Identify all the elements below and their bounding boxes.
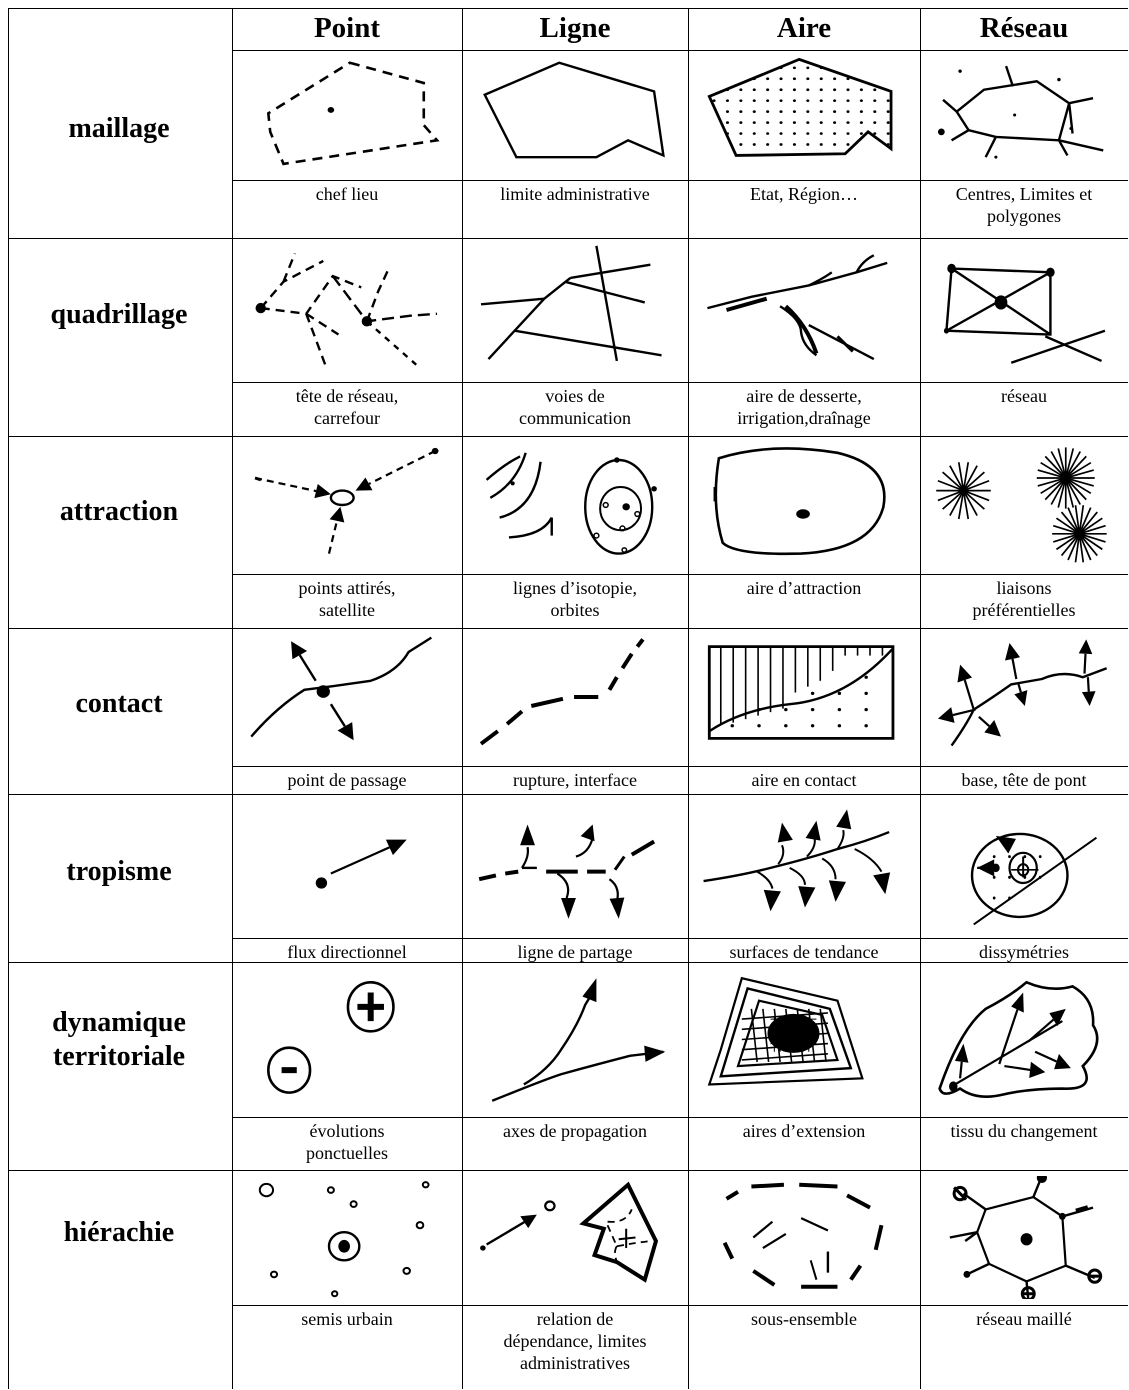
- cell-caption: [232, 577, 462, 621]
- cell-caption: [232, 769, 462, 791]
- caption-line: orbites: [550, 600, 600, 620]
- picture-caption-divider: [232, 180, 1128, 181]
- picture-caption-divider: [232, 382, 1128, 383]
- dotted-polygon-area-icon: [694, 56, 914, 174]
- cell-caption: [462, 1120, 688, 1142]
- caption-line: réseau maillé: [976, 1309, 1072, 1329]
- directional-flow-icon: [238, 800, 456, 932]
- picture-caption-divider: [232, 938, 1128, 939]
- caption-line: dissymétries: [979, 942, 1069, 962]
- picture-caption-divider: [232, 1117, 1128, 1118]
- caption-line: évolutions: [309, 1121, 385, 1141]
- caption-line: points attirés,: [298, 578, 396, 598]
- star-bursts-icon: [926, 442, 1122, 568]
- bridgehead-arrows-icon: [926, 634, 1122, 760]
- column-divider: [232, 8, 233, 1389]
- cell-caption: [462, 385, 688, 429]
- cell-caption: [232, 941, 462, 963]
- column-header: Aire: [776, 12, 832, 44]
- nested-extension-areas-icon: [694, 968, 914, 1111]
- isolines-and-orbit-icon: [468, 442, 682, 568]
- row-label-line: quadrillage: [50, 299, 188, 330]
- row-label: [10, 112, 228, 146]
- column-divider: [462, 8, 463, 1389]
- dependency-relation-icon: [468, 1176, 682, 1299]
- network-polygon-with-centers-icon: [926, 56, 1122, 174]
- caption-line: aires d’extension: [742, 1121, 866, 1141]
- row-divider: [8, 1170, 1128, 1171]
- row-label: [10, 298, 228, 332]
- change-fabric-icon: [926, 968, 1122, 1111]
- row-label-line: contact: [75, 688, 163, 719]
- asymmetry-target-icon: [926, 800, 1122, 932]
- broken-line-icon: [468, 634, 682, 760]
- row-label-line: tropisme: [66, 856, 172, 887]
- crossing-lines-icon: [468, 244, 682, 376]
- quadrilateral-network-icon: [926, 244, 1122, 376]
- caption-line: satellite: [319, 600, 375, 620]
- hatched-contact-area-icon: [694, 634, 914, 760]
- caption-line: tissu du changement: [950, 1121, 1098, 1141]
- caption-line: dépendance, limites: [503, 1331, 647, 1351]
- cell-caption: [462, 941, 688, 963]
- caption-line: relation de: [536, 1309, 614, 1329]
- caption-line: liaisons: [996, 578, 1052, 598]
- urban-scatter-icon: [238, 1176, 456, 1299]
- picture-caption-divider: [232, 1305, 1128, 1306]
- converging-arrows-icon: [238, 442, 456, 568]
- cell-caption: [688, 1120, 920, 1142]
- cell-caption: [232, 1308, 462, 1330]
- crossing-point-icon: [238, 634, 456, 760]
- caption-line: point de passage: [287, 770, 407, 790]
- row-label: [10, 687, 228, 721]
- caption-line: Etat, Région…: [750, 184, 858, 204]
- caption-line: carrefour: [314, 408, 380, 428]
- row-label-line: dynamique: [52, 1007, 186, 1038]
- row-divider: [8, 238, 1128, 239]
- caption-line: aire d’attraction: [746, 578, 862, 598]
- caption-line: administratives: [520, 1353, 630, 1373]
- cell-caption: [920, 577, 1128, 621]
- cell-caption: [688, 183, 920, 205]
- caption-line: Centres, Limites et: [955, 184, 1093, 204]
- row-divider: [8, 436, 1128, 437]
- row-label-line: territoriale: [52, 1041, 186, 1072]
- cell-caption: [688, 769, 920, 791]
- cell-caption: [232, 385, 462, 429]
- caption-line: lignes d’isotopie,: [513, 578, 637, 598]
- attraction-area-icon: [694, 442, 914, 568]
- picture-caption-divider: [232, 766, 1128, 767]
- cell-caption: [688, 577, 920, 599]
- caption-line: ponctuelles: [306, 1143, 388, 1163]
- divide-line-icon: [468, 800, 682, 932]
- cell-caption: [920, 1120, 1128, 1142]
- cell-caption: [920, 183, 1128, 227]
- caption-line: réseau: [1001, 386, 1047, 406]
- row-label: [10, 1216, 228, 1250]
- dashed-subset-polygon-icon: [694, 1176, 914, 1299]
- caption-line: tête de réseau,: [295, 386, 399, 406]
- row-label-line: hiérachie: [63, 1217, 175, 1248]
- row-label-line: maillage: [68, 113, 170, 144]
- tendency-surfaces-icon: [694, 800, 914, 932]
- column-header: Point: [313, 12, 381, 44]
- caption-line: axes de propagation: [503, 1121, 647, 1141]
- cell-caption: [462, 183, 688, 205]
- plus-minus-circles-icon: [238, 968, 456, 1111]
- caption-line: rupture, interface: [513, 770, 637, 790]
- caption-line: aire de desserte,: [746, 386, 862, 406]
- cell-caption: [232, 1120, 462, 1164]
- dashed-polygon-with-center-point-icon: [238, 56, 456, 174]
- cell-caption: [920, 941, 1128, 963]
- caption-line: polygones: [987, 206, 1061, 226]
- row-label: [10, 855, 228, 889]
- row-divider: [8, 628, 1128, 629]
- caption-line: communication: [519, 408, 631, 428]
- picture-caption-divider: [232, 574, 1128, 575]
- cell-caption: [688, 1308, 920, 1330]
- caption-line: semis urbain: [301, 1309, 393, 1329]
- row-label: [10, 1006, 228, 1074]
- caption-line: aire en contact: [751, 770, 857, 790]
- column-header: Ligne: [539, 12, 611, 44]
- cell-caption: [920, 385, 1128, 407]
- caption-line: voies de: [545, 386, 605, 406]
- caption-line: irrigation,draînage: [737, 408, 871, 428]
- caption-line: limite administrative: [500, 184, 650, 204]
- meshed-network-icon: [926, 1176, 1122, 1299]
- branching-drainage-icon: [694, 244, 914, 376]
- caption-line: chef lieu: [315, 184, 379, 204]
- cell-caption: [462, 769, 688, 791]
- cell-caption: [462, 577, 688, 621]
- caption-line: flux directionnel: [287, 942, 407, 962]
- caption-line: préférentielles: [972, 600, 1076, 620]
- row-divider: [8, 794, 1128, 795]
- row-label: [10, 495, 228, 529]
- cell-caption: [920, 1308, 1128, 1330]
- cell-caption: [688, 941, 920, 963]
- row-label-line: attraction: [59, 496, 179, 527]
- caption-line: surfaces de tendance: [729, 942, 879, 962]
- column-header: Réseau: [979, 12, 1069, 44]
- header-divider: [232, 50, 1128, 51]
- caption-line: sous-ensemble: [751, 1309, 857, 1329]
- dashed-branching-nodes-icon: [238, 244, 456, 376]
- column-divider: [688, 8, 689, 1389]
- cell-caption: [920, 769, 1128, 791]
- cell-caption: [232, 183, 462, 205]
- propagation-axes-icon: [468, 968, 682, 1111]
- cell-caption: [462, 1308, 688, 1374]
- caption-line: ligne de partage: [517, 942, 633, 962]
- cell-caption: [688, 385, 920, 429]
- polygon-outline-icon: [468, 56, 682, 174]
- caption-line: base, tête de pont: [961, 770, 1087, 790]
